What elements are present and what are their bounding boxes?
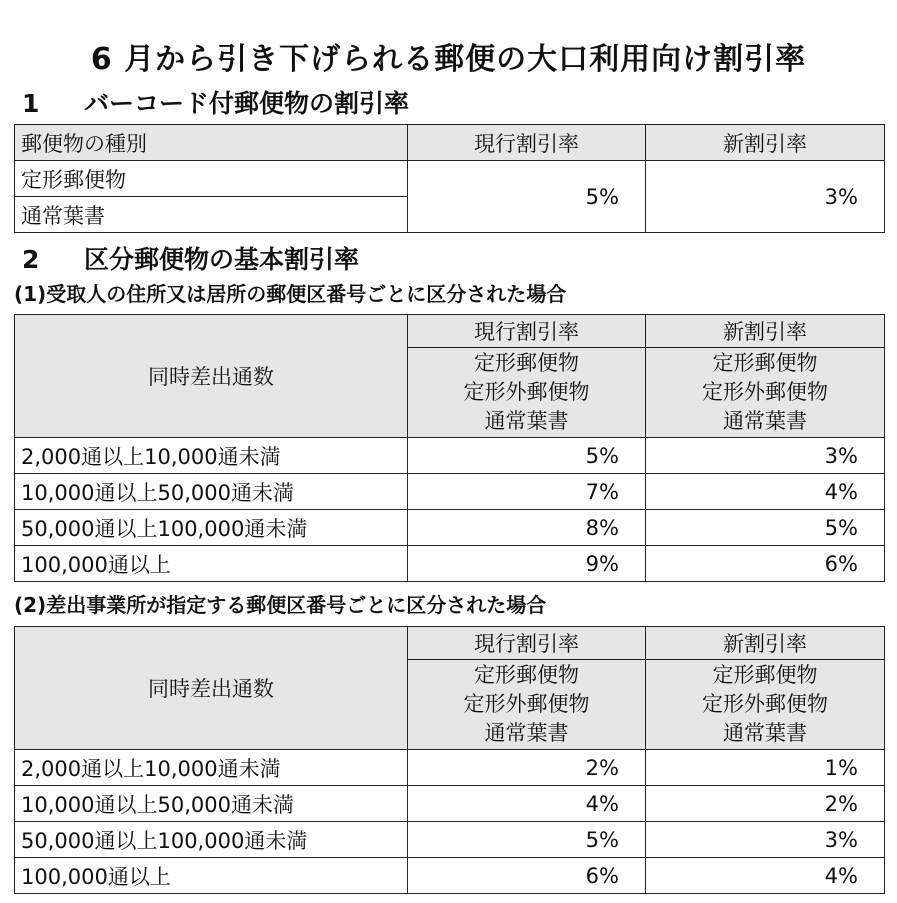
- current-rate-cell: 8%: [408, 510, 646, 546]
- new-rate-cell: 5%: [646, 510, 885, 546]
- header-count-label: 同時差出通数: [15, 315, 408, 438]
- current-rate-cell: 5%: [408, 438, 646, 474]
- new-mail-types: [646, 348, 885, 438]
- header-new-rate: 新割引率: [646, 125, 885, 161]
- mail-type-label: 定形郵便物: [712, 663, 818, 687]
- mail-type-label: 定形郵便物: [474, 663, 579, 687]
- current-rate-cell: 4%: [408, 786, 646, 822]
- header-mail-type: 郵便物の種別: [15, 125, 408, 161]
- table-row: [15, 750, 885, 786]
- current-rate-cell: 6%: [408, 858, 646, 894]
- mail-type-label: 通常葉書: [723, 409, 807, 433]
- new-rate-cell: 6%: [646, 546, 885, 582]
- count-range-cell: 50,000通以上100,000通未満: [15, 510, 408, 546]
- header-current-rate: 現行割引率: [408, 125, 646, 161]
- count-range-cell: 2,000通以上10,000通未満: [15, 750, 408, 786]
- table-row: [15, 474, 885, 510]
- count-range-cell: 2,000通以上10,000通未満: [15, 438, 408, 474]
- current-mail-types: [408, 660, 646, 750]
- subsection2-heading: (2)差出事業所が指定する郵便区番号ごとに区分された場合: [14, 593, 547, 617]
- mail-type-row: 定形郵便物: [15, 161, 408, 197]
- mail-type-label: 通常葉書: [484, 409, 569, 433]
- table-row: [15, 510, 885, 546]
- header-new-rate: 新割引率: [646, 315, 885, 348]
- table-row: [15, 858, 885, 894]
- section1-title: バーコード付郵便物の割引率: [84, 89, 410, 118]
- header-current-rate: 現行割引率: [408, 315, 646, 348]
- new-rate-cell: 2%: [646, 786, 885, 822]
- current-rate-cell: 5%: [408, 822, 646, 858]
- mail-type-label: 通常葉書: [723, 721, 807, 745]
- barcode-discount-table: [14, 124, 885, 233]
- new-rate-cell: 3%: [646, 438, 885, 474]
- new-mail-types: [646, 660, 885, 750]
- mail-type-label: 定形郵便物: [474, 351, 579, 375]
- mail-type-label: 通常葉書: [484, 721, 569, 745]
- section1-heading: [22, 86, 409, 122]
- current-rate-cell: 5%: [408, 161, 646, 233]
- count-range-cell: 50,000通以上100,000通未満: [15, 822, 408, 858]
- mail-type-label: 定形外郵便物: [463, 692, 590, 716]
- subsection1-heading: (1)受取人の住所又は居所の郵便区番号ごとに区分された場合: [14, 282, 567, 306]
- new-rate-cell: 4%: [646, 474, 885, 510]
- new-rate-cell: 4%: [646, 858, 885, 894]
- count-range-cell: 10,000通以上50,000通未満: [15, 474, 408, 510]
- current-mail-types: [408, 348, 646, 438]
- sorted-by-sender-table: [14, 626, 885, 894]
- mail-type-label: 定形郵便物: [712, 351, 818, 375]
- mail-type-label: 定形外郵便物: [463, 380, 590, 404]
- table-row: [15, 822, 885, 858]
- current-rate-cell: 9%: [408, 546, 646, 582]
- mail-type-label: 定形外郵便物: [702, 692, 828, 716]
- count-range-cell: 100,000通以上: [15, 546, 408, 582]
- current-rate-cell: 7%: [408, 474, 646, 510]
- table-row: [15, 786, 885, 822]
- header-current-rate: 現行割引率: [408, 627, 646, 660]
- current-rate-cell: 2%: [408, 750, 646, 786]
- count-range-cell: 10,000通以上50,000通未満: [15, 786, 408, 822]
- header-count-label: 同時差出通数: [15, 627, 408, 750]
- mail-type-row: 通常葉書: [15, 197, 408, 233]
- mail-type-label: 定形外郵便物: [702, 380, 828, 404]
- table-row: [15, 546, 885, 582]
- count-range-cell: 100,000通以上: [15, 858, 408, 894]
- sorted-by-recipient-table: [14, 314, 885, 582]
- new-rate-cell: 3%: [646, 822, 885, 858]
- section1-number: 1: [22, 89, 40, 118]
- header-new-rate: 新割引率: [646, 627, 885, 660]
- new-rate-cell: 3%: [646, 161, 885, 233]
- section2-title: 区分郵便物の基本割引率: [84, 245, 360, 274]
- table-row: [15, 438, 885, 474]
- page-title: 6 月から引き下げられる郵便の大口利用向け割引率: [90, 42, 807, 77]
- section2-number: 2: [22, 245, 40, 274]
- new-rate-cell: 1%: [646, 750, 885, 786]
- section2-heading: [22, 242, 359, 278]
